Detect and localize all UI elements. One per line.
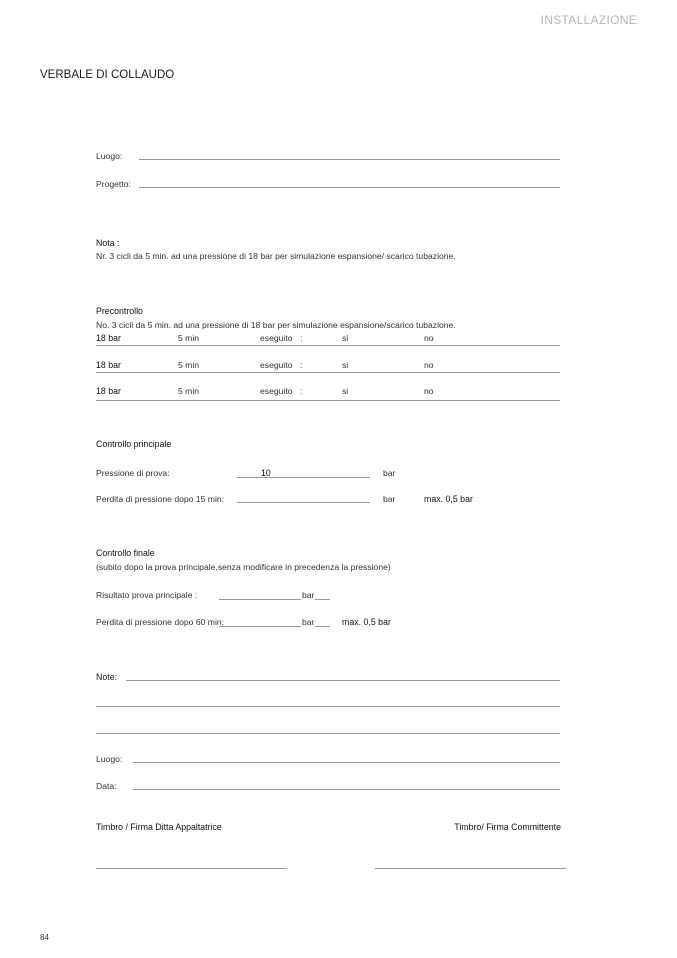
row3-time: 5 min — [178, 386, 200, 396]
row3-colon: : — [300, 386, 303, 396]
row2-colon: : — [300, 360, 303, 370]
precontrollo-text: No. 3 cicli da 5 min. ad una pressione di 18 bar per simulazione espansione/scarico tubazione. — [96, 320, 456, 330]
nota-heading: Nota : — [96, 238, 120, 248]
row1-time: 5 min — [178, 333, 200, 343]
pressione-prova-label: Pressione di prova: — [96, 468, 170, 478]
row3-status: eseguito — [260, 386, 293, 396]
perdita-60min-unit: bar — [302, 617, 315, 627]
row2-divider — [96, 372, 560, 373]
pressione-prova-input-line[interactable] — [237, 477, 370, 478]
section-header: INSTALLAZIONE — [540, 13, 637, 27]
progetto-label: Progetto: — [96, 179, 131, 189]
precontrollo-heading: Precontrollo — [96, 306, 143, 316]
row2-no-option[interactable]: no — [424, 360, 434, 370]
row2-yes-option[interactable]: si — [342, 360, 349, 370]
firma-committente-label: Timbro/ Firma Committente — [454, 822, 561, 832]
perdita-15min-unit: bar — [383, 494, 396, 504]
firma-appaltatrice-label: Timbro / Firma Ditta Appaltatrice — [96, 822, 222, 832]
firma-appaltatrice-line[interactable] — [96, 868, 287, 869]
nota-text: Nr. 3 cicli da 5 min. ad una pressione di 18 bar per simulazione espansione/ scarico tubazione. — [96, 251, 456, 261]
risultato-prova-unit: bar — [302, 590, 315, 600]
row3-no-option[interactable]: no — [424, 386, 434, 396]
row1-divider — [96, 345, 560, 346]
note-input-line-2[interactable] — [96, 706, 560, 707]
row1-status: eseguito — [260, 333, 293, 343]
note-label: Note: — [96, 672, 118, 682]
row1-pressure: 18 bar — [96, 333, 121, 343]
row3-pressure: 18 bar — [96, 386, 121, 396]
data-input-line[interactable] — [133, 789, 560, 790]
perdita-15min-input-line[interactable] — [237, 502, 370, 503]
row2-time: 5 min — [178, 360, 200, 370]
progetto-input-line[interactable] — [139, 187, 560, 188]
pressione-prova-value[interactable]: 10 — [261, 468, 271, 478]
row1-yes-option[interactable]: si — [342, 333, 349, 343]
note-input-line-3[interactable] — [96, 733, 560, 734]
risultato-prova-label: Risultato prova principale : — [96, 590, 198, 600]
luogo-label-top: Luogo: — [96, 151, 123, 161]
page-number: 84 — [40, 933, 49, 942]
controllo-finale-heading: Controllo finale — [96, 548, 155, 558]
perdita-60min-label: Perdita di pressione dopo 60 min: — [96, 617, 225, 627]
luogo-label-bottom: Luogo: — [96, 754, 123, 764]
controllo-finale-subheading: (subito dopo la prova principale,senza modificare in precedenza la pressione) — [96, 562, 391, 572]
row1-colon: : — [300, 333, 303, 343]
controllo-principale-heading: Controllo principale — [96, 439, 172, 449]
note-input-line-1[interactable] — [126, 680, 560, 681]
luogo-input-line-bottom[interactable] — [133, 762, 560, 763]
data-label: Data: — [96, 781, 117, 791]
perdita-15min-max: max. 0,5 bar — [424, 494, 473, 504]
pressione-prova-unit: bar — [383, 468, 396, 478]
row3-divider — [96, 400, 560, 401]
perdita-60min-max: max. 0,5 bar — [342, 617, 391, 627]
row2-status: eseguito — [260, 360, 293, 370]
row1-no-option[interactable]: no — [424, 333, 434, 343]
perdita-15min-label: Perdita di pressione dopo 15 min: — [96, 494, 225, 504]
page-title: VERBALE DI COLLAUDO — [40, 69, 175, 81]
row3-yes-option[interactable]: si — [342, 386, 349, 396]
firma-committente-line[interactable] — [375, 868, 566, 869]
luogo-input-line-top[interactable] — [139, 159, 560, 160]
row2-pressure: 18 bar — [96, 360, 121, 370]
